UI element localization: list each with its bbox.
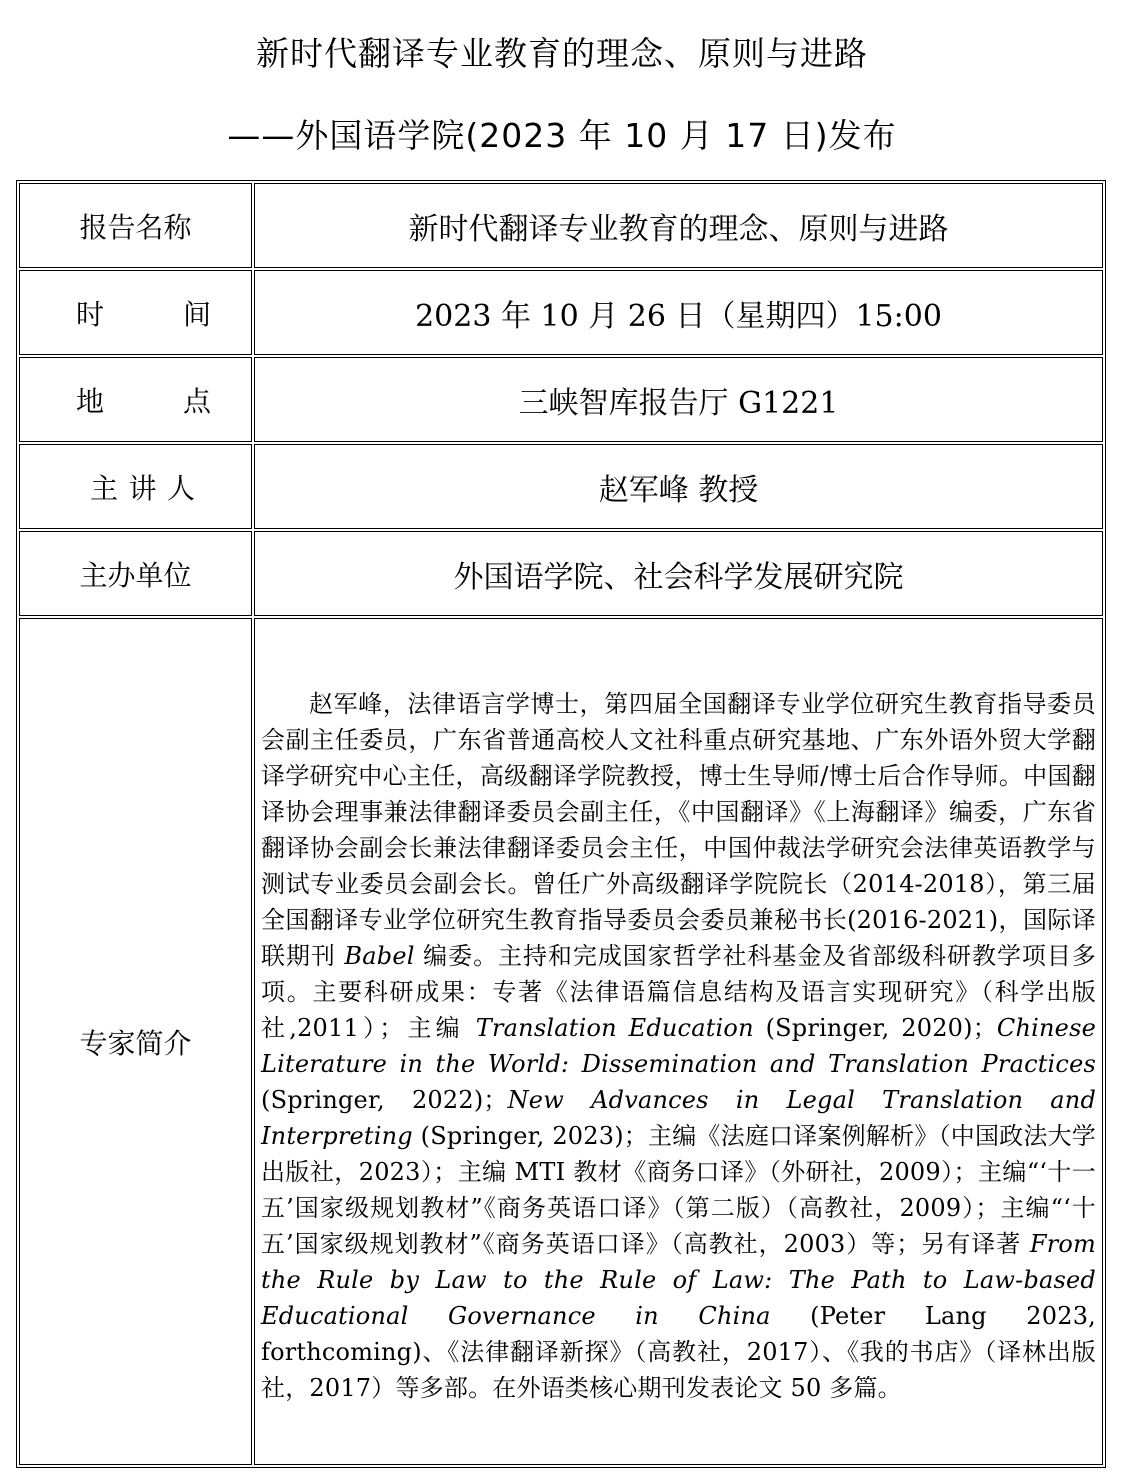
location-value: 三峡智库报告厅 G1221 xyxy=(254,357,1103,442)
label-char: 间 xyxy=(182,297,211,331)
bio-book-title: New Advances in Legal Translation and Interpreting xyxy=(261,1085,1097,1150)
bio-text-segment: 赵军峰，法律语言学博士，第四届全国翻译专业学位研究生教育指导委员会副主任委员，广东省普通高校人文社科重点研究基地、广东外语外贸大学翻译学研究中心主任，高级翻译学院教授，博士生导师/博士后合作导师。中国翻译协会理事兼法律翻译委员会副主任，《中国翻译》《上海翻译》编委，广东省翻译协会副会长兼法律翻译委员会主任，中国仲裁法学研究会法律英语教学与测试专业委员会副会长。曾任广外高级翻译学院院长（2014-2018），第三届全国翻译专业学位研究生教育指导委员会委员兼秘书长(2016-2021)，国际译联期刊 xyxy=(261,689,1096,970)
time-value: 2023 年 10 月 26 日（星期四）15:00 xyxy=(254,270,1103,355)
location-label xyxy=(20,380,251,420)
expert-bio xyxy=(255,678,1102,1406)
label-cell xyxy=(19,270,252,355)
row-bio xyxy=(19,618,1103,1465)
bio-label: 专家简介 xyxy=(79,1026,192,1060)
label-cell xyxy=(19,357,252,442)
label-char: 讲 xyxy=(128,471,157,505)
bio-book-title: Translation Education xyxy=(475,1013,754,1042)
speaker-value: 赵军峰 教授 xyxy=(254,444,1103,529)
bio-book-title: From the Rule by Law to the Rule of Law: The Path to Law-based Educational Governance in China xyxy=(261,1229,1096,1330)
label-char: 时 xyxy=(76,297,105,331)
document-subtitle: ——外国语学院(2023 年 10 月 17 日)发布 xyxy=(227,116,897,155)
label-cell xyxy=(19,183,252,268)
lecture-info-table xyxy=(16,180,1106,1468)
report-name-value: 新时代翻译专业教育的理念、原则与进路 xyxy=(254,183,1103,268)
bio-journal-title: Babel xyxy=(344,941,415,970)
label-char: 点 xyxy=(182,384,211,418)
label-char: 人 xyxy=(166,471,195,505)
label-char: 主 xyxy=(90,471,119,505)
label-cell xyxy=(19,618,252,1465)
bio-text-segment: (Peter Lang 2023, forthcoming)、《法律翻译新探》（高教社，2017）、《我的书店》（译林出版社，2017）等多部。在外语类核心期刊发表论文 50 多篇。 xyxy=(261,1301,1096,1402)
report-name-label: 报告名称 xyxy=(79,210,192,244)
row-report-name xyxy=(19,183,1103,268)
row-time xyxy=(19,270,1103,355)
bio-text-segment: (Springer, 2020)； xyxy=(753,1013,997,1042)
bio-text-segment: (Springer, 2022)； xyxy=(261,1085,508,1114)
row-location xyxy=(19,357,1103,442)
label-char: 地 xyxy=(76,384,105,418)
organizer-label: 主办单位 xyxy=(79,558,192,592)
label-cell xyxy=(19,531,252,616)
row-speaker xyxy=(19,444,1103,529)
speaker-label xyxy=(20,467,251,507)
time-label xyxy=(20,293,251,333)
bio-text-segment: (Springer, 2023)；主编《法庭口译案例解析》（中国政法大学出版社，2023）；主编 MTI 教材《商务口译》（外研社，2009）；主编“‘十一五’国家级规划教材”《商务英语口译》（第二版）（高教社，2009）；主编“‘十五’国家级规划教材”《商务英语口译》（高教社，2003）等；另有译著 xyxy=(261,1121,1096,1258)
document-title: 新时代翻译专业教育的理念、原则与进路 xyxy=(256,34,868,73)
bio-cell xyxy=(254,618,1103,1465)
label-cell xyxy=(19,444,252,529)
row-organizer xyxy=(19,531,1103,616)
organizer-value: 外国语学院、社会科学发展研究院 xyxy=(254,531,1103,616)
bio-book-title: Chinese Literature in the World: Dissemination and Translation Practices xyxy=(261,1013,1096,1078)
bio-text-segment: 编委。主持和完成国家哲学社科基金及省部级科研教学项目多项。主要科研成果：专著《法律语篇信息结构及语言实现研究》（科学出版社,2011）；主编 xyxy=(261,941,1096,1042)
